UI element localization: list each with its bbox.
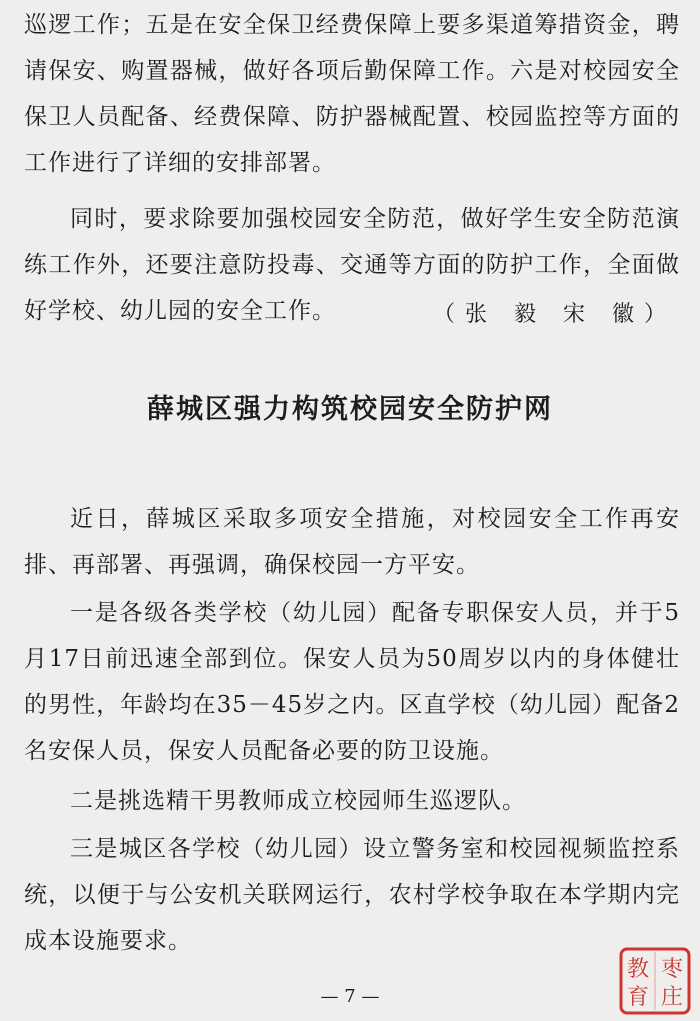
seal-char-2: 庄 <box>660 985 684 1010</box>
seal-char-3: 教 <box>626 957 650 982</box>
seal-char-1: 枣 <box>660 957 684 982</box>
seal-char-4: 育 <box>626 985 650 1010</box>
article2-paragraph-2: 一是各级各类学校（幼儿园）配备专职保安人员，并于5月17日前迅速全部到位。保安人员为50周岁以内的身体健壮的男性，年龄均在35－45岁之内。区直学校（幼儿园）配备2名安保人员，保安人员配备必要的防卫设施。 <box>24 600 680 764</box>
article2-paragraph-4: 三是城区各学校（幼儿园）设立警务室和校园视频监控系统，以便于与公安机关联网运行，农村学校争取在本学期内完成本设施要求。 <box>24 836 680 954</box>
article1-paragraph-2: 同时，要求除要加强校园安全防范，做好学生安全防范演练工作外，还要注意防投毒、交通等方面的防护工作，全面做好学校、幼儿园的安全工作。 <box>24 206 680 324</box>
article1-paragraph-end: 巡逻工作；五是在安全保卫经费保障上要多渠道筹措资金，聘请保安、购置器械，做好各项后勤保障工作。六是对校园安全保卫人员配备、经费保障、防护器械配置、校园监控等方面的工作进行了详细的安排部署。 <box>24 12 680 176</box>
article2-title: 薛城区强力构筑校园安全防护网 <box>147 394 553 425</box>
article2-paragraph-1: 近日，薛城区采取多项安全措施，对校园安全工作再安排、再部署、再强调，确保校园一方平安。 <box>24 506 680 578</box>
article1-author: （张 毅 宋 徽） <box>433 302 676 327</box>
zaozhuang-education-seal-icon <box>618 946 692 1016</box>
page-number: — 7 — <box>320 986 380 1007</box>
article2-paragraph-3: 二是挑选精干男教师成立校园师生巡逻队。 <box>70 788 526 814</box>
